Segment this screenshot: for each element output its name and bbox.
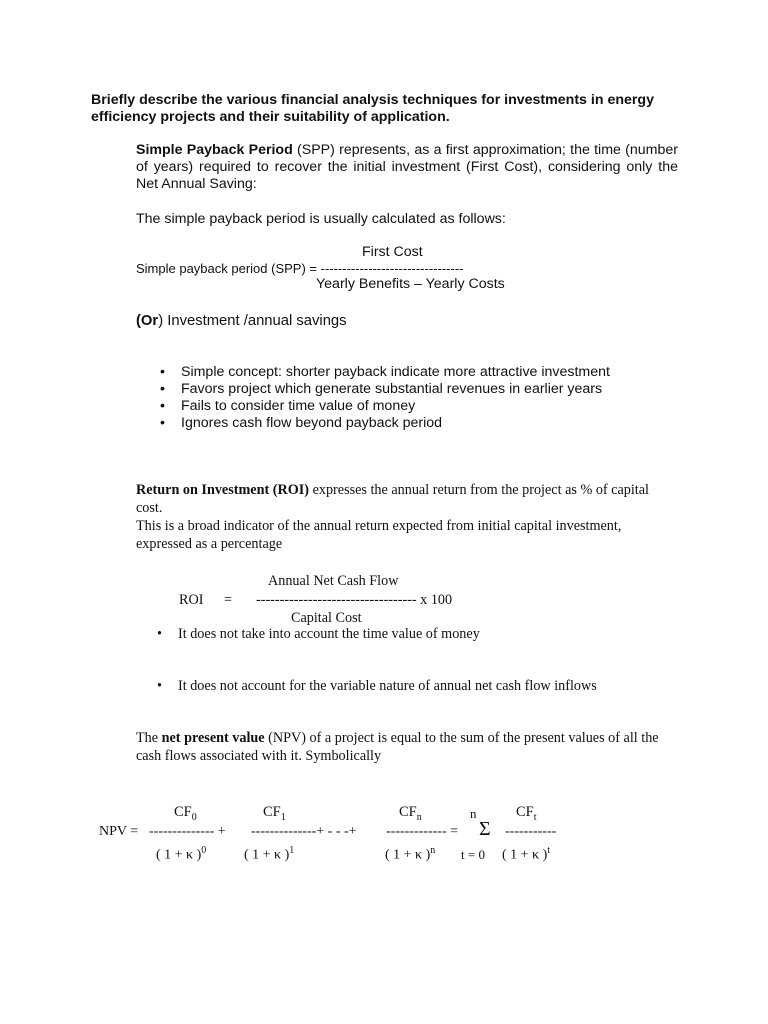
cf-sub: n — [416, 811, 422, 823]
roi-formula-label: ROI — [179, 592, 204, 608]
list-item: • Favors project which generate substantial revenues in earlier years — [156, 381, 610, 398]
roi-formula-equals: = — [224, 592, 233, 608]
spp-or-line — [136, 313, 347, 329]
list-item: • Ignores cash flow beyond payback period — [156, 415, 610, 432]
npv-denn — [385, 845, 435, 864]
list-item: • Simple concept: shorter payback indicate more attractive investment — [156, 364, 610, 381]
npv-dash4: ----------- — [505, 824, 557, 839]
cf-label: CF — [516, 804, 534, 820]
npv-cfn — [399, 804, 422, 823]
roi-term: Return on Investment (ROI) — [136, 482, 310, 498]
roi-formula-numerator: Annual Net Cash Flow — [268, 573, 399, 589]
npv-term: net present value — [161, 730, 265, 746]
den-exp: n — [430, 845, 436, 856]
spp-formula-label: Simple payback period (SPP) = --------------------------------- — [136, 261, 464, 276]
npv-dash2: --------------+ - - -+ — [251, 824, 357, 839]
spp-definition — [136, 142, 678, 193]
list-item: • It does not take into account the time value of money — [153, 626, 480, 643]
roi-definition — [136, 481, 666, 517]
roi-definition-text: expresses the annual return from the project as % of capital cost. — [136, 482, 649, 516]
den-label: ( 1 + κ ) — [244, 847, 290, 863]
den-exp: t — [547, 845, 551, 856]
cf-sub: t — [533, 811, 537, 823]
roi-bullet-list-1 — [153, 626, 480, 643]
den-exp: 0 — [201, 845, 207, 856]
npv-cft — [516, 804, 537, 823]
roi-line2: This is a broad indicator of the annual return expected from initial capital investment, expressed as a percentage — [136, 518, 622, 552]
cf-sub: 0 — [191, 811, 197, 823]
roi-formula-line: ---------------------------------- x 100 — [256, 592, 453, 608]
spp-formula-denominator: Yearly Benefits – Yearly Costs — [316, 276, 505, 292]
den-label: ( 1 + κ ) — [385, 847, 431, 863]
or-label: (Or — [136, 313, 159, 329]
npv-den0 — [156, 845, 206, 864]
list-item: • It does not account for the variable nature of annual net cash flow inflows — [153, 678, 597, 695]
roi-formula-denominator: Capital Cost — [291, 610, 362, 626]
question-heading: Briefly describe the various financial analysis techniques for investments in energy efficiency projects and their suitability of application. — [91, 92, 654, 125]
npv-dent — [502, 845, 550, 864]
npv-intro-the: The — [136, 730, 162, 746]
npv-dash3: ------------- = — [386, 824, 459, 839]
cf-label: CF — [174, 804, 192, 820]
den-exp: 1 — [289, 845, 295, 856]
npv-sigma: Σ — [479, 818, 491, 840]
spp-definition-text: (SPP) represents, as a first approximation; the time (number of years) required to recover the initial investment (First Cost), considering only the Net Annual Saving: — [136, 142, 678, 192]
npv-cf1 — [263, 804, 286, 823]
spp-term: Simple Payback Period — [136, 142, 293, 158]
spp-calc-intro: The simple payback period is usually calculated as follows: — [136, 211, 506, 227]
or-text: ) Investment /annual savings — [158, 313, 347, 329]
npv-cf0 — [174, 804, 197, 823]
npv-definition — [136, 729, 676, 765]
cf-sub: 1 — [280, 811, 286, 823]
den-label: ( 1 + κ ) — [502, 847, 548, 863]
cf-label: CF — [263, 804, 281, 820]
list-item: • Fails to consider time value of money — [156, 398, 610, 415]
npv-label: NPV = — [99, 824, 139, 839]
den-label: ( 1 + κ ) — [156, 847, 202, 863]
npv-sigma-upper: n — [470, 806, 477, 821]
spp-formula-numerator: First Cost — [362, 244, 423, 260]
npv-definition-text: (NPV) of a project is equal to the sum of the present values of all the cash flows associated with it. Symbolically — [136, 730, 659, 764]
spp-bullet-list — [156, 364, 610, 432]
npv-dash1: -------------- + — [149, 824, 226, 839]
cf-label: CF — [399, 804, 417, 820]
roi-bullet-list-2 — [153, 678, 597, 695]
npv-sigma-lower: t = 0 — [461, 847, 485, 862]
npv-den1 — [244, 845, 294, 864]
